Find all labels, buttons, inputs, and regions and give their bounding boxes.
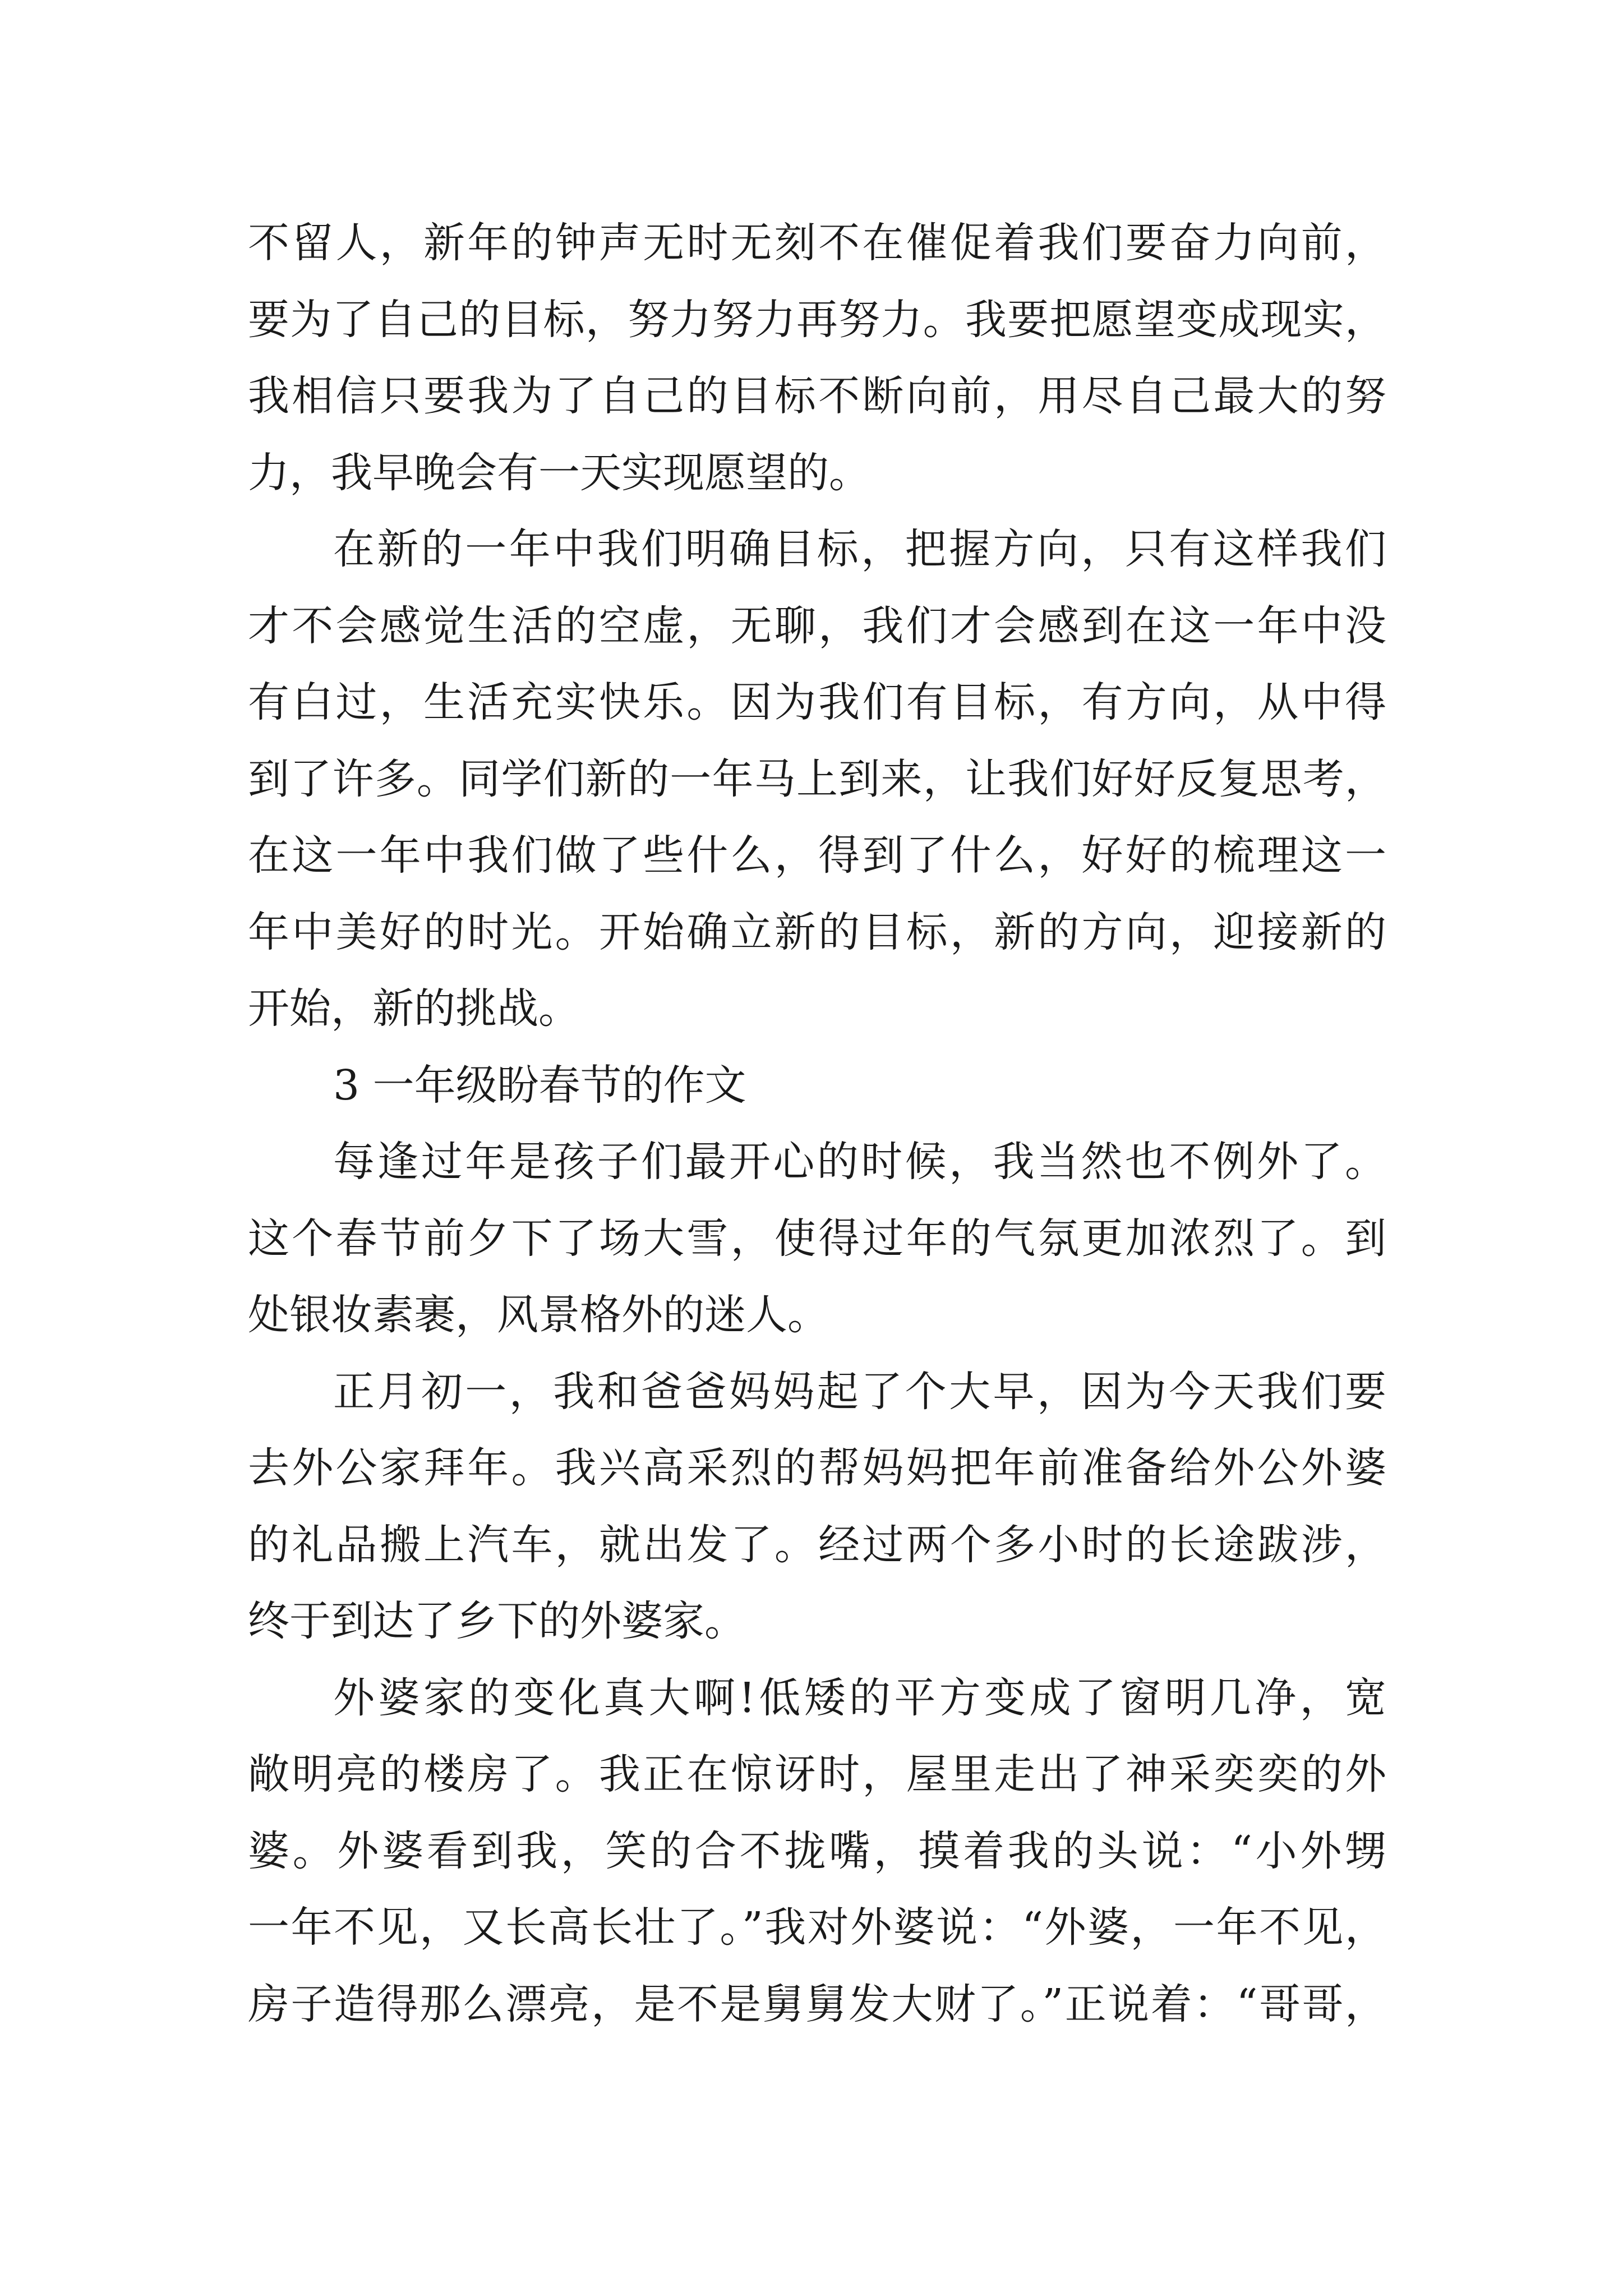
section-heading: 3 一年级盼春节的作文	[333, 1061, 746, 1110]
text-line: 力，我早晚会有一天实现愿望的。	[248, 448, 870, 497]
text-line: 不留人，新年的钟声无时无刻不在催促着我们要奋力向前，	[248, 219, 1386, 267]
text-line: 到了许多。同学们新的一年马上到来，让我们好好反复思考，	[248, 754, 1386, 803]
text-line: 有白过，生活充实快乐。因为我们有目标，有方向，从中得	[248, 678, 1386, 726]
text-line: 一年不见，又长高长壮了。”我对外婆说：“外婆，一年不见，	[248, 1903, 1386, 1952]
text-line: 敞明亮的楼房了。我正在惊讶时，屋里走出了神采奕奕的外	[248, 1750, 1386, 1798]
text-line: 要为了自己的目标，努力努力再努力。我要把愿望变成现实，	[248, 295, 1386, 344]
text-line: 房子造得那么漂亮，是不是舅舅发大财了。”正说着：“哥哥，	[248, 1980, 1386, 2028]
text-line: 婆。外婆看到我，笑的合不拢嘴，摸着我的头说：“小外甥	[248, 1826, 1386, 1875]
paragraph-first-line: 正月初一，我和爸爸妈妈起了个大早，因为今天我们要	[333, 1367, 1386, 1416]
text-line: 的礼品搬上汽车，就出发了。经过两个多小时的长途跋涉，	[248, 1520, 1386, 1569]
paragraph-first-line: 在新的一年中我们明确目标，把握方向，只有这样我们	[333, 525, 1386, 573]
text-line: 终于到达了乡下的外婆家。	[248, 1597, 746, 1645]
document-body	[248, 205, 1386, 2042]
text-line: 我相信只要我为了自己的目标不断向前，用尽自己最大的努	[248, 372, 1386, 420]
text-line: 在这一年中我们做了些什么，得到了什么，好好的梳理这一	[248, 831, 1386, 880]
text-line: 这个春节前夕下了场大雪，使得过年的气氛更加浓烈了。到	[248, 1214, 1386, 1263]
text-line: 去外公家拜年。我兴高采烈的帮妈妈把年前准备给外公外婆	[248, 1444, 1386, 1492]
text-line: 开始，新的挑战。	[248, 984, 580, 1033]
text-line: 处银妆素裹，风景格外的迷人。	[248, 1291, 829, 1339]
paragraph-first-line: 每逢过年是孩子们最开心的时候，我当然也不例外了。	[333, 1138, 1386, 1186]
text-line: 年中美好的时光。开始确立新的目标，新的方向，迎接新的	[248, 908, 1386, 956]
text-line: 才不会感觉生活的空虚，无聊，我们才会感到在这一年中没	[248, 601, 1386, 650]
paragraph-first-line: 外婆家的变化真大啊!低矮的平方变成了窗明几净，宽	[333, 1673, 1386, 1722]
